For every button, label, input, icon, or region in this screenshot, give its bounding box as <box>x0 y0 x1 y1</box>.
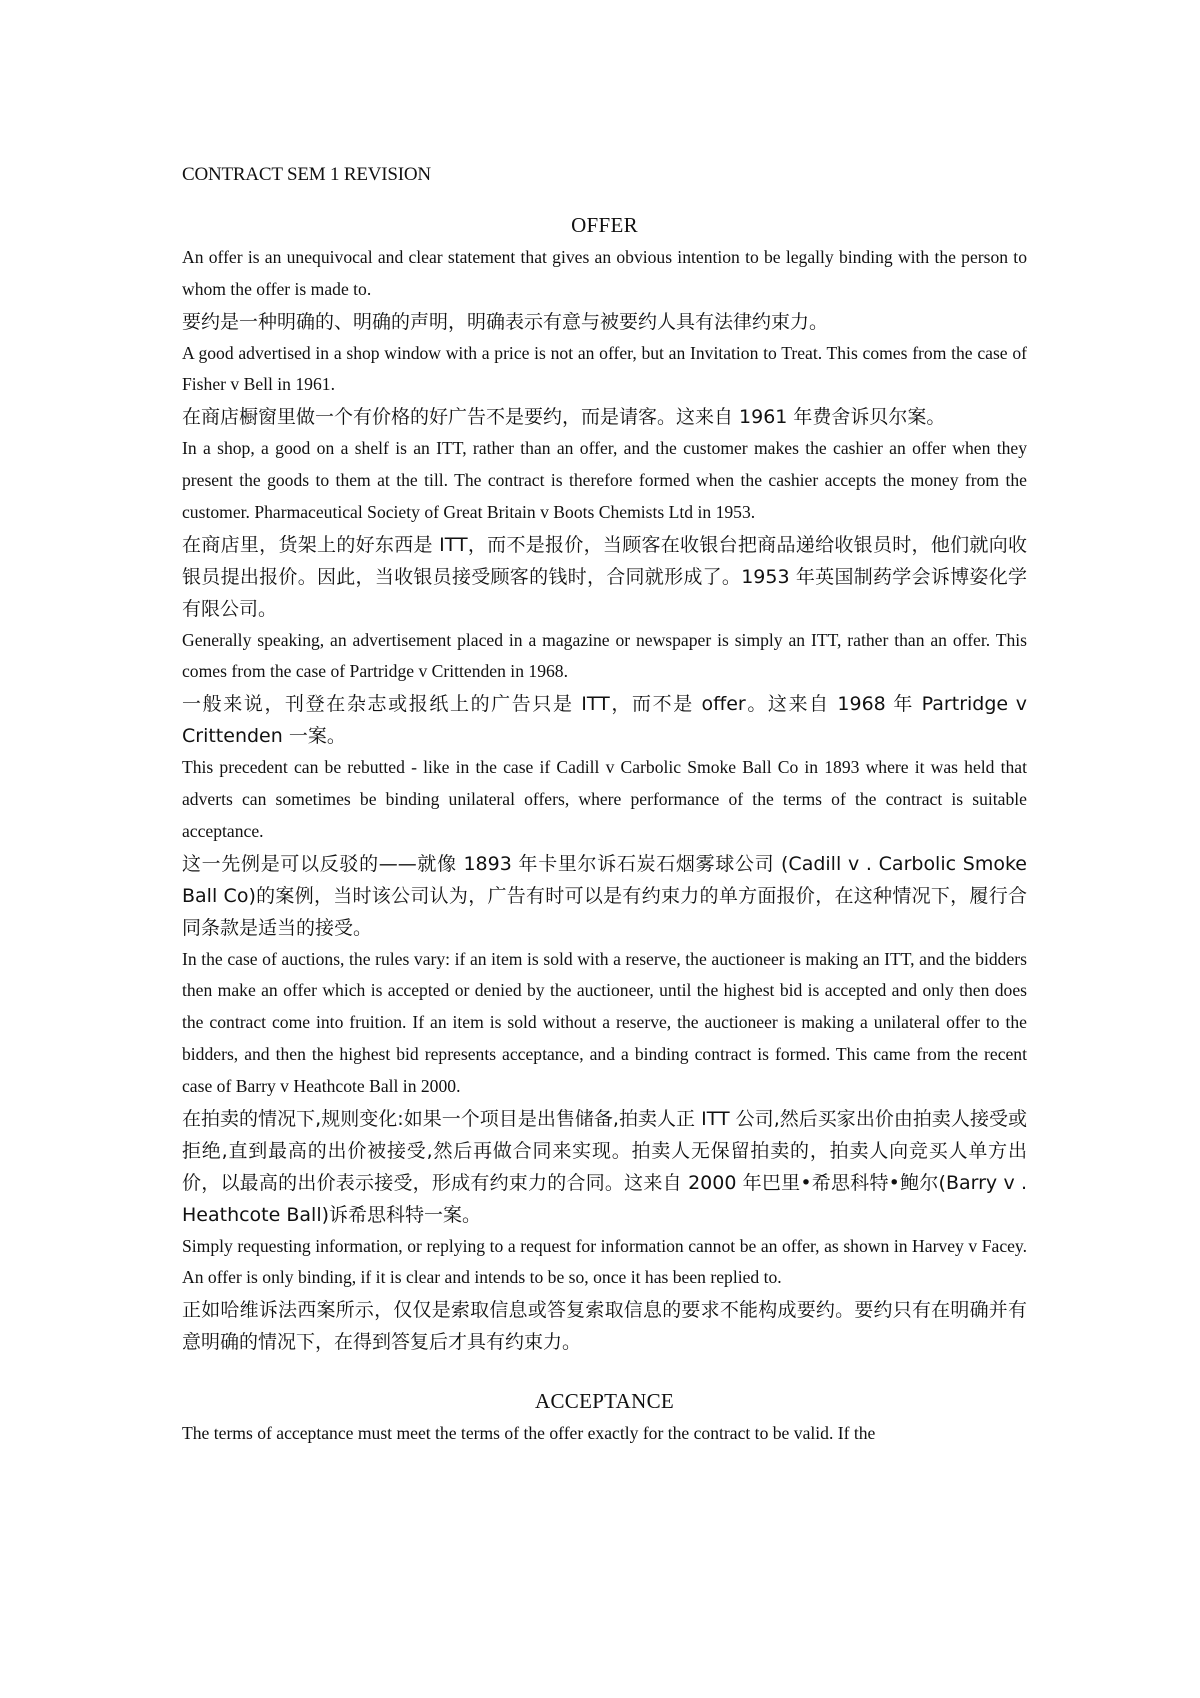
paragraph-translation: 要约是一种明确的、明确的声明，明确表示有意与被要约人具有法律约束力。 <box>182 310 829 333</box>
document-title: CONTRACT SEM 1 REVISION <box>182 164 431 185</box>
paragraph: In the case of auctions, the rules vary: if an item is sold with a reserve, the auctioneer is making an ITT, and the bidders then make an offer which is accepted or denied by the auctioneer, until the highest bid is accepted and only then does the contract come into fruition. If an item is sold without a reserve, the auctioneer is making a unilateral offer to the bidders, and then the highest bid represents acceptance, and a binding contract is formed. This came from the recent case of Barry v Heathcote Ball in 2000. <box>182 948 1027 1096</box>
paragraph: In a shop, a good on a shelf is an ITT, rather than an offer, and the customer makes the cashier an offer when they present the goods to them at the till. The contract is therefore formed when the cashier accepts the money from the customer. Pharmaceutical Society of Great Britain v Boots Chemists Ltd in 1953. <box>182 438 1027 522</box>
section-heading-acceptance: ACCEPTANCE <box>535 1389 674 1414</box>
paragraph: A good advertised in a shop window with a price is not an offer, but an Invitation to Treat. This comes from the case of Fisher v Bell in 1961. <box>182 342 1027 395</box>
section-spacer <box>182 1358 1027 1386</box>
paragraph-translation: 在商店里，货架上的好东西是 ITT，而不是报价，当顾客在收银台把商品递给收银员时，他们就向收银员提出报价。因此，当收银员接受顾客的钱时，合同就形成了。1953 年英国制药学会诉博姿化学有限公司。 <box>182 533 1027 620</box>
section-heading-offer: OFFER <box>571 213 638 237</box>
document-body <box>182 160 1027 1450</box>
paragraph-translation: 正如哈维诉法西案所示，仅仅是索取信息或答复索取信息的要求不能构成要约。要约只有在明确并有意明确的情况下，在得到答复后才具有约束力。 <box>182 1299 1027 1354</box>
paragraph: This precedent can be rebutted - like in the case if Cadill v Carbolic Smoke Ball Co in 1893 where it was held that adverts can sometimes be binding unilateral offers, where performance of the terms of the contract is suitable acceptance. <box>182 757 1027 841</box>
paragraph: An offer is an unequivocal and clear statement that gives an obvious intention to be legally binding with the person to whom the offer is made to. <box>182 247 1027 299</box>
paragraph: Generally speaking, an advertisement placed in a magazine or newspaper is simply an ITT, rather than an offer. This comes from the case of Partridge v Crittenden in 1968. <box>182 629 1027 682</box>
paragraph-translation: 一般来说，刊登在杂志或报纸上的广告只是 ITT，而不是 offer。这来自 1968 年 Partridge v Crittenden 一案。 <box>182 693 1027 748</box>
paragraph: Simply requesting information, or replying to a request for information cannot be an offer, as shown in Harvey v Facey. An offer is only binding, if it is clear and intends to be so, once it has been replied to. <box>182 1235 1027 1288</box>
paragraph: The terms of acceptance must meet the terms of the offer exactly for the contract to be valid. If the <box>182 1423 876 1444</box>
paragraph-translation: 这一先例是可以反驳的——就像 1893 年卡里尔诉石炭石烟雾球公司 (Cadill v . Carbolic Smoke Ball Co)的案例，当时该公司认为，广告有时可以是有约束力的单方面报价，在这种情况下，履行合同条款是适当的接受。 <box>182 852 1027 939</box>
paragraph-translation: 在拍卖的情况下,规则变化:如果一个项目是出售储备,拍卖人正 ITT 公司,然后买家出价由拍卖人接受或拒绝,直到最高的出价被接受,然后再做合同来实现。拍卖人无保留拍卖的，拍卖人向竞买人单方出价，以最高的出价表示接受，形成有约束力的合同。这来自 2000 年巴里•希思科特•鲍尔(Barry v . Heathcote Ball)诉希思科特一案。 <box>182 1107 1027 1226</box>
paragraph-translation: 在商店橱窗里做一个有价格的好广告不是要约，而是请客。这来自 1961 年费舍诉贝尔案。 <box>182 406 946 429</box>
